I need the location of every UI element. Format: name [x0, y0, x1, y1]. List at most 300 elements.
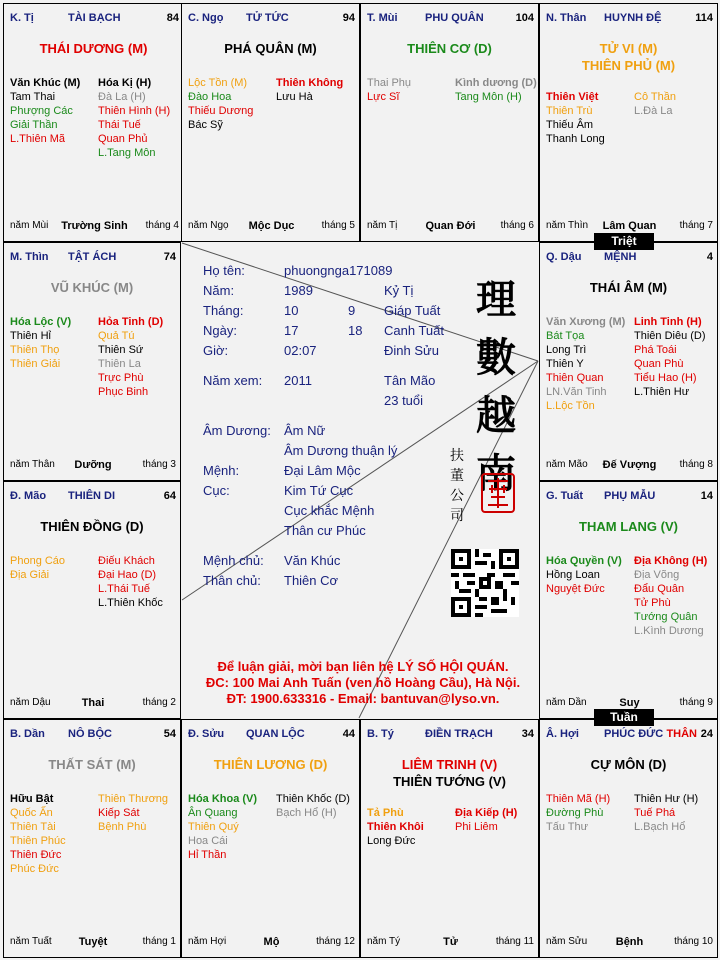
minor-star: Địa Không (H) — [634, 555, 708, 567]
minor-stars-left — [546, 90, 605, 146]
palace-name: PHỤ MẪU — [604, 490, 656, 502]
month-label: tháng 3 — [142, 459, 176, 470]
minor-star: Thiên Khốc (D) — [276, 793, 350, 805]
minor-stars-left — [10, 792, 66, 876]
palace-age-number: 24 — [700, 728, 713, 740]
minor-star: LN.Văn Tinh — [546, 386, 607, 398]
year-label: năm Tuất — [10, 936, 52, 947]
menh-value: Đại Lâm Mộc — [284, 463, 361, 478]
minor-star: Phi Liêm — [455, 821, 498, 833]
minor-star: Tiểu Hao (H) — [634, 372, 697, 384]
minor-star: Cô Thần — [634, 91, 676, 103]
minor-stars-right — [98, 315, 163, 399]
palace-age-number: 74 — [163, 251, 176, 263]
palace-header — [188, 728, 355, 742]
minor-star: L.Bạch Hổ — [634, 821, 686, 833]
palace-header — [188, 12, 355, 26]
minor-stars-right — [634, 90, 676, 118]
minor-stars-right — [98, 792, 168, 834]
main-stars — [4, 756, 180, 773]
minor-star: Quả Tú — [98, 330, 135, 342]
life-stage: Dưỡng — [74, 459, 112, 471]
palace-age-number: 14 — [700, 490, 713, 502]
tuoi-value: 23 tuổi — [384, 393, 424, 408]
life-stage: Tuyệt — [78, 936, 108, 948]
palace-footer — [10, 459, 176, 472]
year-label: năm Ngọ — [188, 220, 229, 231]
minor-star: Trực Phù — [98, 372, 144, 384]
minor-star: Địa Giải — [10, 569, 50, 581]
minor-star: L.Kình Dương — [634, 625, 704, 637]
minor-star: Hóa Quyền (V) — [546, 555, 622, 567]
minor-stars-left — [367, 76, 411, 104]
minor-stars-right — [276, 792, 350, 820]
main-stars — [182, 756, 359, 773]
minor-star: Thai Phụ — [367, 77, 412, 89]
thang-can-chi: Giáp Tuất — [384, 303, 441, 318]
palace-age-number: 34 — [521, 728, 534, 740]
minor-star: Thiên Quý — [188, 821, 239, 833]
life-stage: Tử — [443, 936, 458, 948]
palace-name: HUYNH ĐỆ — [604, 12, 662, 24]
main-stars — [4, 518, 180, 535]
cuc-value: Kim Tứ Cục — [284, 483, 354, 498]
minor-stars-left — [10, 315, 71, 371]
palace-header — [367, 12, 534, 26]
year-label: năm Mão — [546, 459, 588, 470]
palace-cell[interactable] — [539, 3, 718, 242]
ngay-label: Ngày: — [203, 323, 237, 338]
palace-footer — [10, 936, 176, 949]
main-stars — [361, 756, 538, 790]
menh-label: Mệnh: — [203, 463, 240, 478]
minor-star: Thiên Thương — [98, 793, 169, 805]
menh-chu-value: Văn Khúc — [284, 553, 341, 568]
am-duong-value: Âm Nữ — [284, 423, 326, 438]
month-label: tháng 12 — [316, 936, 355, 947]
palace-position: G. Tuất — [546, 490, 584, 502]
minor-star: Phục Binh — [98, 386, 149, 398]
palace-cell[interactable] — [3, 242, 181, 481]
palace-footer — [546, 459, 713, 472]
palace-position: B. Tý — [367, 728, 394, 740]
nam-can-chi: Kỷ Tị — [384, 283, 414, 298]
contact-phone-email: ĐT: 1900.633316 - Email: bantuvan@lyso.vn. — [226, 691, 500, 706]
minor-star: Phượng Các — [10, 105, 73, 117]
palace-footer — [10, 220, 179, 233]
life-stage: Suy — [619, 697, 640, 709]
main-star: THIÊN LƯƠNG (D) — [213, 757, 328, 772]
month-label: tháng 4 — [145, 220, 179, 231]
qr-code — [451, 549, 519, 617]
minor-star: Phong Cáo — [10, 555, 66, 567]
palace-footer — [546, 936, 713, 949]
minor-stars-right — [634, 554, 707, 638]
minor-stars-right — [634, 315, 706, 399]
thang-value: 10 — [284, 303, 299, 318]
minor-star: Thiên Không — [276, 77, 344, 89]
inscription-char: 司 — [450, 508, 464, 524]
minor-star: Quốc Ấn — [10, 807, 53, 819]
minor-star: Bác Sỹ — [188, 119, 223, 131]
minor-stars-right — [634, 792, 698, 834]
contact-address: ĐC: 100 Mai Anh Tuấn (ven hồ Hoàng Cầu), Hà Nội. — [205, 675, 521, 690]
minor-star: Thiên Sứ — [98, 344, 144, 356]
side-inscription — [449, 446, 465, 526]
nam-xem-label: Năm xem: — [203, 373, 263, 388]
red-seal-stamp — [481, 473, 515, 513]
life-stage: Mộ — [263, 936, 280, 948]
minor-star: Tuế Phá — [634, 807, 676, 819]
minor-star: Đà La (H) — [98, 91, 146, 103]
palace-cell[interactable] — [539, 242, 718, 481]
am-duong-note: Âm Dương thuận lý — [284, 443, 398, 458]
minor-star: Thiên Trù — [546, 105, 593, 117]
palace-header — [546, 12, 713, 26]
minor-star: L.Thiên Hư — [634, 386, 690, 398]
minor-star: Thiên Quan — [546, 372, 604, 384]
palace-name: TẬT ÁCH — [68, 251, 117, 263]
palace-name: PHU QUÂN — [425, 12, 484, 24]
minor-star: Đường Phù — [546, 807, 604, 819]
main-star: THÁI ÂM (M) — [589, 280, 668, 295]
minor-star: Tả Phù — [367, 807, 404, 819]
palace-name: ĐIỀN TRẠCH — [425, 728, 493, 740]
life-stage: Bệnh — [615, 936, 644, 948]
minor-star: L.Đà La — [634, 105, 673, 117]
palace-header — [10, 490, 176, 504]
calligraphy-char: 數 — [476, 334, 516, 381]
calligraphy-char: 理 — [476, 276, 516, 323]
palace-age-number: 104 — [515, 12, 534, 24]
minor-star: Văn Khúc (M) — [10, 77, 81, 89]
palace-age-number: 44 — [342, 728, 355, 740]
minor-stars-right — [455, 806, 517, 834]
palace-name: NÔ BỘC — [68, 728, 112, 740]
minor-stars-right — [98, 554, 163, 610]
palace-cell[interactable] — [360, 3, 539, 242]
palace-footer — [367, 220, 534, 233]
minor-stars-left — [546, 315, 625, 413]
year-label: năm Tý — [367, 936, 401, 947]
minor-star: Hỏa Tinh (D) — [98, 316, 164, 328]
palace-header — [546, 490, 713, 504]
minor-star: Kình dương (D) — [455, 77, 537, 89]
palace-header — [10, 12, 179, 26]
center-info-panel — [181, 241, 539, 719]
month-label: tháng 8 — [679, 459, 713, 470]
nam-xem-can-chi: Tân Mão — [384, 373, 436, 388]
than-chu-value: Thiên Cơ — [284, 573, 339, 588]
palace-age-number: 4 — [706, 251, 713, 263]
minor-stars-left — [188, 76, 253, 132]
calligraphy-char: 越 — [476, 392, 516, 439]
month-label: tháng 11 — [495, 936, 534, 947]
year-label: năm Dậu — [10, 697, 51, 708]
minor-star: Long Trì — [546, 344, 587, 356]
triet-marker: Triệt — [594, 233, 654, 250]
life-stage: Trường Sinh — [61, 220, 128, 232]
palace-footer — [10, 697, 176, 710]
main-stars — [182, 40, 359, 57]
palace-age-number: 64 — [163, 490, 176, 502]
minor-star: Thiên Y — [546, 358, 584, 370]
main-star: PHÁ QUÂN (M) — [224, 41, 317, 56]
minor-star: Thiên Giải — [10, 358, 61, 370]
palace-name: PHÚC ĐỨC — [604, 728, 664, 740]
minor-star: Thiên La — [98, 358, 141, 370]
palace-position: B. Dần — [10, 728, 45, 740]
thang-label: Tháng: — [203, 303, 244, 318]
minor-star: Bệnh Phù — [98, 821, 147, 833]
minor-star: Đại Hao (D) — [98, 569, 157, 581]
main-stars — [540, 518, 717, 535]
than-cu-note: Thân cư Phúc — [284, 523, 366, 538]
minor-star: Phá Toái — [634, 344, 677, 356]
palace-position: Đ. Mão — [10, 490, 47, 502]
month-label: tháng 9 — [679, 697, 713, 708]
than-marker: THÂN — [666, 728, 697, 740]
palace-footer — [367, 936, 534, 949]
year-label: năm Hợi — [188, 936, 227, 947]
minor-star: L.Lộc Tồn — [546, 400, 595, 412]
minor-stars-left — [188, 792, 257, 862]
palace-position: C. Ngọ — [188, 12, 224, 24]
inscription-char: 公 — [450, 488, 464, 504]
palace-position: T. Mùi — [367, 12, 398, 24]
year-label: năm Thân — [10, 459, 55, 470]
main-stars — [540, 279, 717, 296]
minor-star: Lực Sĩ — [367, 91, 400, 103]
minor-star: Hoa Cái — [188, 835, 228, 847]
life-stage: Quan Đới — [425, 220, 476, 232]
contact-line-1: Để luận giải, mời bạn liên hệ LÝ SỐ HỘI QUÁN. — [217, 659, 509, 674]
gio-value: 02:07 — [284, 343, 317, 358]
cuc-note: Cục khắc Mệnh — [284, 503, 375, 518]
main-star: THAM LANG (V) — [579, 519, 678, 534]
main-stars — [540, 756, 717, 773]
inscription-char: 扶 — [450, 448, 464, 464]
palace-position: M. Thìn — [10, 251, 49, 263]
minor-star: Hữu Bật — [10, 793, 54, 805]
main-star: CỰ MÔN (D) — [590, 757, 667, 772]
palace-header — [546, 251, 713, 265]
minor-star: Thiên Diêu (D) — [634, 330, 706, 342]
calligraphy-char: 南 — [476, 450, 516, 497]
minor-star: Tang Môn (H) — [455, 91, 522, 103]
minor-star: Thanh Long — [546, 133, 605, 145]
menh-chu-label: Mệnh chủ: — [203, 553, 264, 568]
nam-xem-value: 2011 — [284, 373, 312, 388]
month-label: tháng 10 — [674, 936, 713, 947]
palace-name: TỬ TỨC — [246, 12, 289, 24]
minor-star: Nguyệt Đức — [546, 583, 605, 595]
palace-name: QUAN LỘC — [246, 728, 305, 740]
minor-star: Hóa Khoa (V) — [188, 793, 258, 805]
minor-star: Thiên Hỉ — [10, 330, 51, 342]
life-stage: Mộc Dục — [248, 220, 295, 232]
minor-star: Lộc Tồn (M) — [188, 77, 248, 89]
calligraphy-logo — [471, 271, 521, 503]
minor-star: Phúc Đức — [10, 863, 59, 875]
minor-star: Thiên Đức — [10, 849, 62, 861]
palace-age-number: 114 — [695, 12, 713, 24]
palace-name: THIÊN DI — [68, 490, 116, 502]
month-label: tháng 6 — [500, 220, 534, 231]
inscription-char: 董 — [450, 468, 464, 484]
month-label: tháng 2 — [142, 697, 176, 708]
main-stars — [4, 279, 180, 296]
ngay-value: 17 — [284, 323, 299, 338]
minor-star: Tử Phù — [634, 597, 671, 609]
palace-name: MỆNH — [604, 251, 637, 263]
minor-star: Thiếu Âm — [546, 119, 594, 131]
palace-position: Q. Dậu — [546, 251, 582, 263]
minor-star: Bạch Hổ (H) — [276, 807, 337, 819]
minor-star: Tướng Quân — [634, 611, 698, 623]
palace-position: Đ. Sửu — [188, 728, 225, 740]
minor-star: L.Tang Môn — [98, 147, 156, 159]
tuan-marker: Tuần — [594, 709, 654, 726]
ngay-can-chi: Canh Tuất — [384, 323, 444, 338]
minor-star: Thiên Hình (H) — [98, 105, 171, 117]
minor-star: Thiên Hư (H) — [634, 793, 699, 805]
minor-star: Bát Tọa — [546, 330, 585, 342]
minor-star: Linh Tinh (H) — [634, 316, 702, 328]
palace-header — [10, 251, 176, 265]
year-label: năm Dần — [546, 697, 587, 708]
palace-header — [546, 728, 713, 742]
main-star: THIÊN PHỦ (M) — [581, 58, 676, 73]
thang-am-value: 9 — [348, 303, 356, 318]
palace-footer — [188, 220, 355, 233]
ho-ten-label: Họ tên: — [203, 263, 245, 278]
minor-star: Hóa Lộc (V) — [10, 316, 72, 328]
minor-stars-right — [98, 76, 170, 160]
main-star: THÁI DƯƠNG (M) — [39, 41, 148, 56]
month-label: tháng 1 — [142, 936, 176, 947]
minor-star: Kiếp Sát — [98, 807, 140, 819]
minor-star: Hỉ Thần — [188, 849, 227, 861]
year-label: năm Tị — [367, 220, 398, 231]
life-stage: Thai — [81, 697, 105, 709]
minor-stars-right — [276, 76, 343, 104]
life-stage: Lâm Quan — [602, 220, 657, 232]
minor-stars-right — [455, 76, 537, 104]
palace-footer — [546, 220, 713, 233]
palace-age-number: 94 — [342, 12, 355, 24]
gio-can-chi: Đinh Sửu — [384, 343, 439, 358]
palace-position: N. Thân — [546, 12, 587, 24]
minor-star: Thiên Mã (H) — [546, 793, 611, 805]
minor-star: Địa Võng — [634, 569, 680, 581]
palace-position: K. Tị — [10, 12, 34, 24]
palace-cell[interactable] — [3, 719, 181, 958]
minor-star: Thiên Phúc — [10, 835, 66, 847]
cuc-label: Cục: — [203, 483, 230, 498]
main-star: THIÊN ĐỒNG (D) — [40, 519, 144, 534]
minor-star: L.Thái Tuế — [98, 583, 150, 595]
ho-ten-value: phuongnga171089 — [284, 263, 393, 278]
minor-star: Hóa Kị (H) — [98, 77, 152, 89]
minor-stars-left — [546, 792, 610, 834]
minor-stars-left — [546, 554, 622, 596]
than-chu-label: Thân chủ: — [203, 573, 261, 588]
minor-star: L.Thiên Mã — [10, 133, 66, 145]
minor-star: Thái Tuế — [98, 119, 141, 131]
minor-star: Thiên Thọ — [10, 344, 60, 356]
minor-star: Tấu Thư — [546, 821, 589, 833]
minor-stars-left — [10, 554, 65, 582]
main-star: THIÊN CƠ (D) — [407, 41, 492, 56]
nam-label: Năm: — [203, 283, 235, 298]
minor-star: Ân Quang — [188, 807, 238, 819]
palace-age-number: 84 — [166, 12, 179, 24]
palace-footer — [188, 936, 355, 949]
minor-stars-left — [10, 76, 80, 146]
minor-star: L.Thiên Khốc — [98, 597, 163, 609]
main-stars — [361, 40, 538, 57]
palace-cell[interactable] — [539, 719, 718, 958]
minor-star: Giải Thần — [10, 119, 58, 131]
minor-star: Tam Thai — [10, 91, 56, 103]
palace-header — [367, 728, 534, 742]
palace-cell[interactable] — [181, 3, 360, 242]
year-label: năm Sửu — [546, 936, 588, 947]
minor-star: Thiếu Dương — [188, 105, 254, 117]
month-label: tháng 5 — [321, 220, 355, 231]
minor-stars-left — [367, 806, 424, 848]
minor-star: Lưu Hà — [276, 91, 313, 103]
main-star: THẤT SÁT (M) — [48, 757, 136, 772]
minor-star: Thiên Khôi — [367, 821, 424, 833]
palace-name: TÀI BẠCH — [68, 12, 121, 24]
minor-star: Long Đức — [367, 835, 416, 847]
minor-star: Quan Phù — [634, 358, 684, 370]
palace-cell[interactable] — [3, 481, 181, 719]
year-label: năm Thìn — [546, 220, 589, 231]
main-star: LIÊM TRINH (V) — [401, 757, 498, 772]
month-label: tháng 7 — [679, 220, 713, 231]
minor-star: Thiên Việt — [546, 91, 599, 103]
minor-star: Đào Hoa — [188, 91, 232, 103]
main-stars — [4, 40, 183, 57]
main-stars — [540, 40, 717, 74]
palace-cell[interactable] — [539, 481, 718, 719]
am-duong-label: Âm Dương: — [203, 423, 271, 438]
minor-star: Quan Phủ — [98, 133, 148, 145]
palace-position: Â. Hợi — [546, 728, 579, 740]
palace-cell[interactable] — [3, 3, 184, 242]
minor-star: Điếu Khách — [98, 555, 155, 567]
year-label: năm Mùi — [10, 220, 49, 231]
gio-label: Giờ: — [203, 343, 229, 358]
life-stage: Đế Vượng — [602, 459, 657, 471]
minor-star: Thiên Tài — [10, 821, 56, 833]
palace-age-number: 54 — [163, 728, 176, 740]
main-star: VŨ KHÚC (M) — [50, 280, 134, 295]
minor-star: Địa Kiếp (H) — [455, 807, 518, 819]
minor-star: Đẩu Quân — [634, 583, 685, 595]
minor-star: Hồng Loan — [546, 569, 600, 581]
palace-cell[interactable] — [360, 719, 539, 958]
main-star: TỬ VI (M) — [599, 41, 658, 56]
palace-header — [10, 728, 176, 742]
nam-value: 1989 — [284, 283, 313, 298]
palace-cell[interactable] — [181, 719, 360, 958]
minor-star: Văn Xương (M) — [546, 316, 626, 328]
main-star: THIÊN TƯỚNG (V) — [393, 774, 506, 789]
